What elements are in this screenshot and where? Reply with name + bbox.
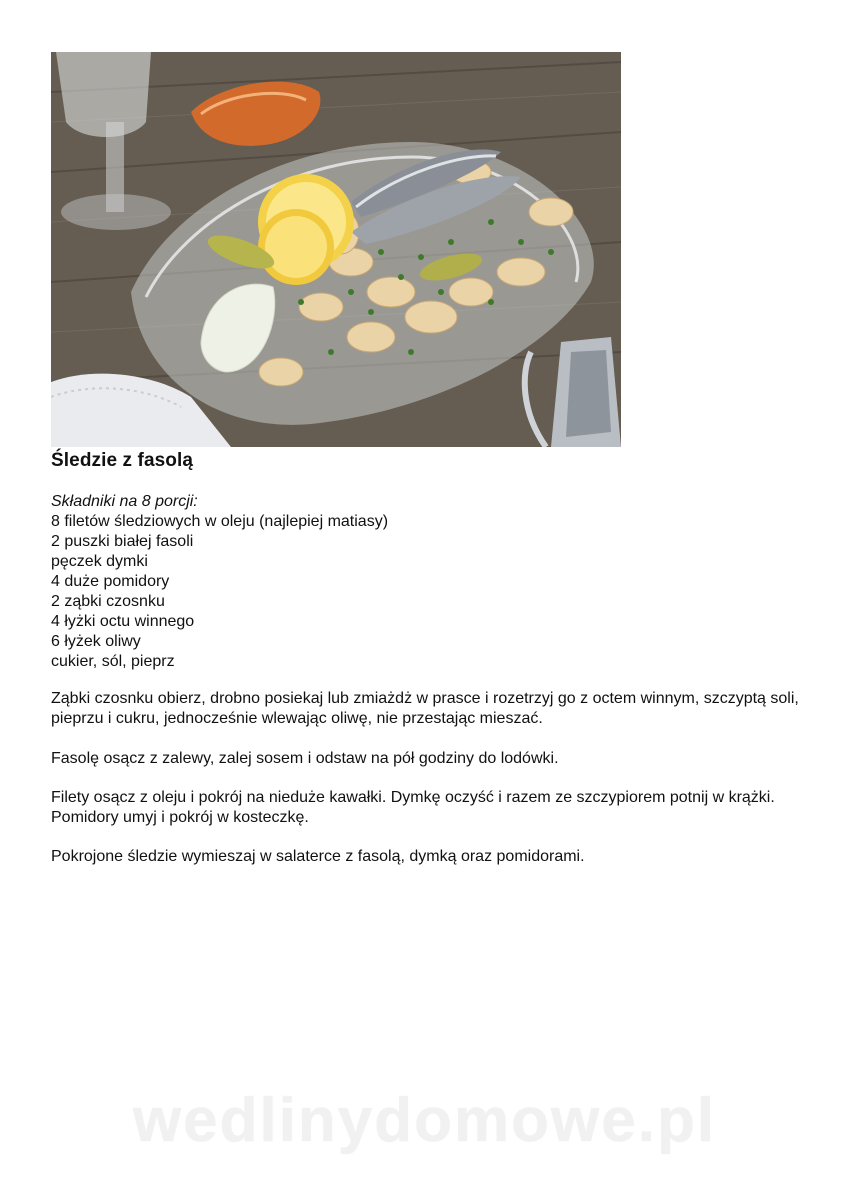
- ingredient-item: pęczek dymki: [51, 553, 148, 570]
- recipe-title: Śledzie z fasolą: [51, 450, 194, 471]
- recipe-photo: [51, 52, 621, 447]
- instruction-step-1: Ząbki czosnku obierz, drobno posiekaj lub zmiażdż w prasce i rozetrzyj go z octem winnym, szczyptą soli, pieprzu i cukru, jednocześnie wlewając oliwę, nie przestając mieszać.: [51, 690, 799, 727]
- ingredient-item: 8 filetów śledziowych w oleju (najlepiej matiasy): [51, 513, 389, 530]
- ingredient-item: cukier, sól, pieprz: [51, 653, 175, 670]
- instruction-step-2: Fasolę osącz z zalewy, zalej sosem i odstaw na pół godziny do lodówki.: [51, 750, 559, 767]
- ingredients-heading: Składniki na 8 porcji:: [51, 493, 198, 510]
- watermark: wedlinydomowe.pl: [132, 1086, 717, 1155]
- instruction-step-4: Pokrojone śledzie wymieszaj w salaterce z fasolą, dymką oraz pomidorami.: [51, 848, 585, 865]
- ingredient-item: 4 łyżki octu winnego: [51, 613, 195, 630]
- ingredient-item: 2 puszki białej fasoli: [51, 533, 194, 550]
- ingredient-item: 2 ząbki czosnku: [51, 593, 165, 610]
- ingredient-item: 4 duże pomidory: [51, 573, 170, 590]
- ingredients-list: [51, 492, 388, 672]
- instruction-step-3: Filety osącz z oleju i pokrój na nieduże kawałki. Dymkę oczyść i razem ze szczypiorem potnij w krążki. Pomidory umyj i pokrój w kosteczkę.: [51, 789, 775, 826]
- ingredient-item: 6 łyżek oliwy: [51, 633, 141, 650]
